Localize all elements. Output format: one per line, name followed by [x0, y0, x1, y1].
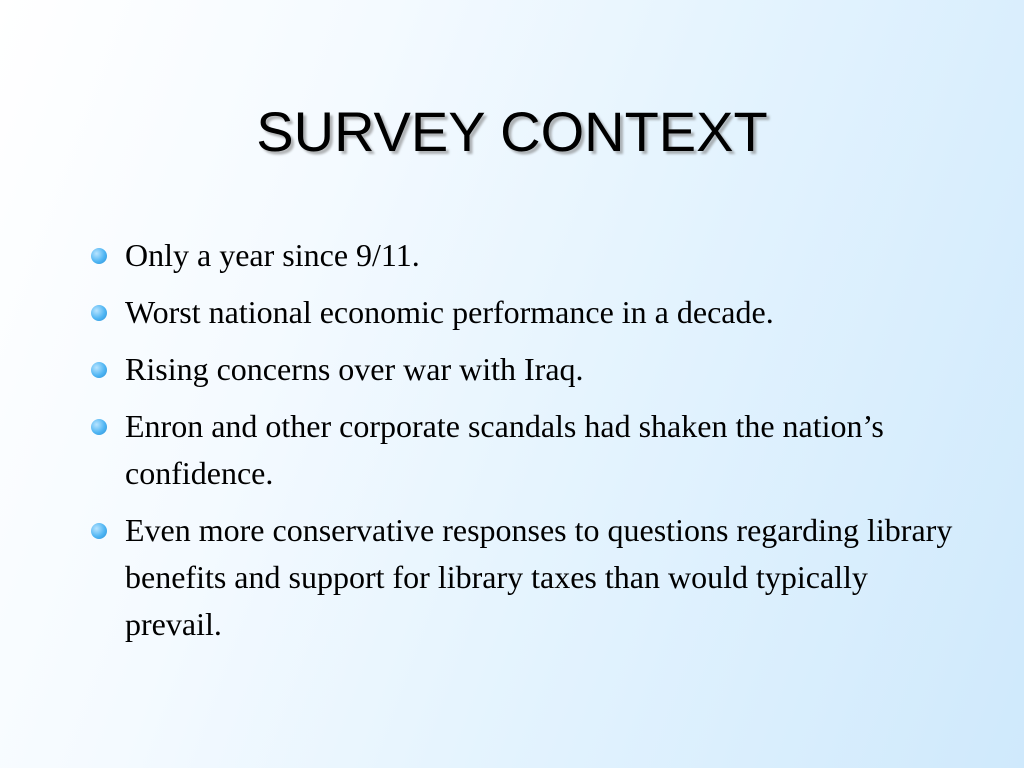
- slide-title: SURVEY CONTEXT: [256, 100, 768, 163]
- bullet-text-2: Worst national economic performance in a decade.: [125, 294, 774, 330]
- bullet-item-2: [88, 289, 968, 336]
- bullet-text-4: Enron and other corporate scandals had shaken the nation’s confidence.: [125, 408, 884, 491]
- bullet-dot-icon: [91, 305, 107, 321]
- bullet-text-1: Only a year since 9/11.: [125, 237, 420, 273]
- bullet-dot-icon: [91, 419, 107, 435]
- bullet-list: [88, 232, 968, 658]
- bullet-dot-icon: [91, 362, 107, 378]
- bullet-dot-icon: [91, 248, 107, 264]
- bullet-dot-icon: [91, 523, 107, 539]
- bullet-item-3: [88, 346, 968, 393]
- bullet-item-1: [88, 232, 968, 279]
- bullet-item-5: [88, 507, 968, 648]
- bullet-text-3: Rising concerns over war with Iraq.: [125, 351, 584, 387]
- bullet-text-5: Even more conservative responses to questions regarding library benefits and support for library taxes than would typically prevail.: [125, 512, 953, 642]
- bullet-item-4: [88, 403, 968, 497]
